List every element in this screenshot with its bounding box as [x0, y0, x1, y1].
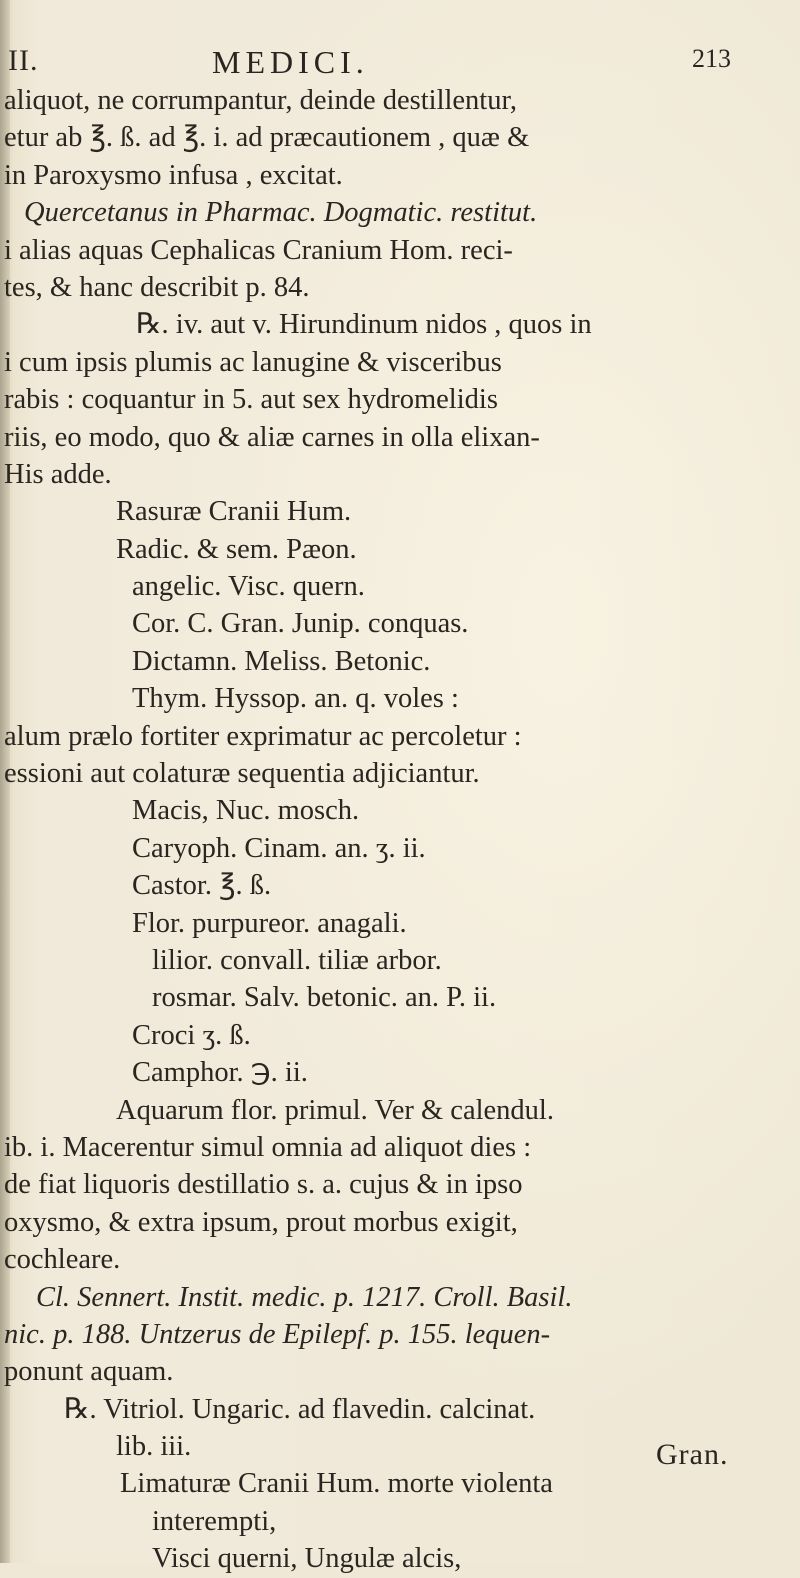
- ingredient-line: lib. iii.: [116, 1431, 192, 1463]
- ingredient-line: Macis, Nuc. mosch.: [132, 795, 360, 827]
- ingredient-line: rosmar. Salv. betonic. an. P. ii.: [152, 982, 497, 1014]
- catchword: Gran.: [656, 1438, 729, 1471]
- text-line: etur ab ℥. ß. ad ℥. i. ad præcautionem , quæ &: [4, 122, 530, 154]
- text-line: de fiat liquoris destillatio s. a. cujus & in ipso: [4, 1169, 523, 1201]
- page-number: 213: [692, 44, 731, 73]
- recipe-line: ℞. iv. aut v. Hirundinum nidos , quos in: [136, 309, 592, 341]
- text-line: aliquot, ne corrumpantur, deinde destillentur,: [4, 85, 517, 116]
- running-head: [0, 44, 800, 84]
- body-text: [4, 82, 794, 1578]
- ingredient-line: Croci ʒ. ß.: [132, 1019, 251, 1051]
- ingredient-line: Flor. purpureor. anagali.: [132, 907, 407, 939]
- text-line: cochleare.: [4, 1244, 121, 1276]
- text-line: alum prælo fortiter exprimatur ac percoletur :: [4, 720, 522, 752]
- ingredient-line: Visci querni, Ungulæ alcis,: [152, 1543, 462, 1575]
- text-line: ponunt aquam.: [4, 1356, 174, 1388]
- citation-line: nic. p. 188. Untzerus de Epilepf. p. 155. lequen-: [4, 1318, 551, 1350]
- ingredient-line: interempti,: [152, 1505, 277, 1537]
- ingredient-line: Radic. & sem. Pæon.: [116, 533, 357, 565]
- citation-line: Cl. Sennert. Instit. medic. p. 1217. Croll. Basil.: [36, 1281, 573, 1313]
- ingredient-line: Rasuræ Cranii Hum.: [116, 496, 352, 528]
- ingredient-line: Dictamn. Meliss. Betonic.: [132, 645, 431, 677]
- text-line: i alias aquas Cephalicas Cranium Hom. reci-: [4, 234, 513, 266]
- text-line: oxysmo, & extra ipsum, prout morbus exigit,: [4, 1206, 518, 1238]
- text-line: Quercetanus in Pharmac. Dogmatic. restitut.: [24, 197, 538, 229]
- text-line: His adde.: [4, 458, 112, 490]
- ingredient-line: Cor. C. Gran. Junip. conquas.: [132, 608, 469, 640]
- ingredient-line: Limaturæ Cranii Hum. morte violenta: [120, 1468, 553, 1500]
- ingredient-line: lilior. convall. tiliæ arbor.: [152, 944, 442, 976]
- text-line: riis, eo modo, quo & aliæ carnes in olla elixan-: [4, 421, 540, 453]
- ingredient-line: Caryoph. Cinam. an. ʒ. ii.: [132, 832, 426, 864]
- ingredient-line: Thym. Hyssop. an. q. voles :: [132, 683, 459, 715]
- text-line: i cum ipsis plumis ac lanugine & visceribus: [4, 346, 502, 378]
- running-title: MEDICI.: [212, 44, 369, 80]
- text-line: essioni aut colaturæ sequentia adjiciantur.: [4, 758, 480, 790]
- text-line: ib. i. Macerentur simul omnia ad aliquot dies :: [4, 1131, 532, 1163]
- chapter-number: II.: [8, 44, 39, 77]
- recipe-line: ℞. Vitriol. Ungaric. ad flavedin. calcinat.: [64, 1393, 536, 1425]
- text-line: rabis : coquantur in 5. aut sex hydromelidis: [4, 384, 498, 416]
- text-line: in Paroxysmo infusa , excitat.: [4, 159, 343, 191]
- ingredient-line: Aquarum flor. primul. Ver & calendul.: [116, 1094, 554, 1126]
- ingredient-line: Castor. ℥. ß.: [132, 870, 272, 902]
- text-line: tes, & hanc describit p. 84.: [4, 271, 310, 303]
- ingredient-line: angelic. Visc. quern.: [132, 571, 365, 603]
- ingredient-line: Camphor. ℈. ii.: [132, 1057, 308, 1089]
